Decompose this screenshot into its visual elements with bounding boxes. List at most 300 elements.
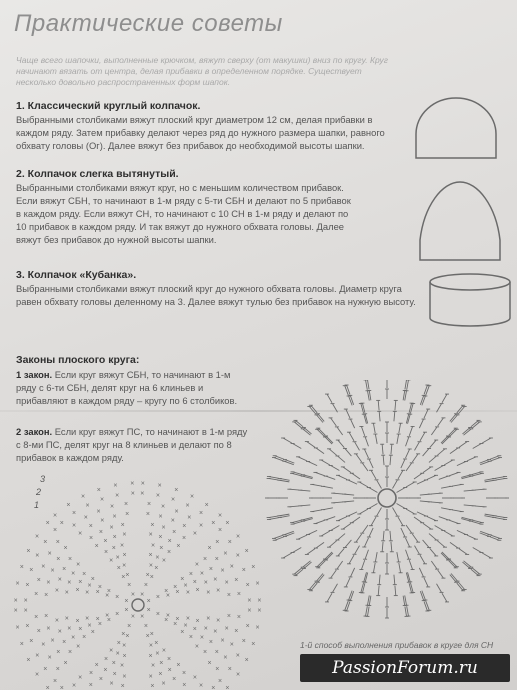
center-ring <box>378 489 396 507</box>
stitch-mark <box>343 467 351 473</box>
stitch-mark <box>473 548 482 553</box>
stitch-mark: × <box>183 622 188 630</box>
stitch-mark <box>427 475 436 479</box>
stitch-mark: × <box>87 622 92 630</box>
stitch-mark: × <box>50 637 55 645</box>
stitch-mark <box>379 411 380 421</box>
stitch-mark: × <box>227 539 232 547</box>
stitch-mark: × <box>122 652 127 660</box>
stitch-mark <box>450 448 458 454</box>
stitch-mark: × <box>46 579 51 587</box>
stitch-mark: × <box>143 622 149 630</box>
stitch-mark: × <box>182 681 187 689</box>
stitch-mark <box>355 442 360 451</box>
stitch-mark <box>391 542 392 552</box>
stitch-mark <box>327 593 332 602</box>
stitch-mark <box>430 548 436 556</box>
stitch-mark <box>338 440 344 448</box>
law-2-label: 2 закон. <box>16 426 53 437</box>
stitch-mark <box>352 473 360 479</box>
stitch-mark: × <box>257 597 262 605</box>
stitch-mark <box>369 596 371 606</box>
stitch-mark: × <box>211 685 216 690</box>
stitch-mark: × <box>81 493 86 501</box>
stitch-mark <box>377 480 382 489</box>
stitch-mark <box>459 549 467 555</box>
section-2-heading: 2. Колпачок слегка вытянутый. <box>16 168 179 180</box>
stitch-mark <box>431 427 437 435</box>
stitch-mark: × <box>116 640 121 648</box>
stitch-mark: × <box>226 592 232 600</box>
stitch-mark <box>364 449 368 458</box>
stitch-mark <box>355 546 360 555</box>
kubanka-shape <box>424 270 516 332</box>
stitch-mark <box>345 540 351 548</box>
stitch-mark <box>378 400 379 410</box>
stitch-mark: × <box>236 671 241 679</box>
stitch-mark <box>343 523 351 529</box>
stitch-mark: × <box>121 631 126 639</box>
stitch-mark <box>350 395 353 404</box>
stitch-mark: × <box>192 674 197 682</box>
stitch-mark <box>348 512 357 516</box>
stitch-mark <box>383 455 384 465</box>
stitch-mark <box>284 461 293 464</box>
stitch-mark: × <box>155 610 160 618</box>
stitch-mark <box>390 455 391 465</box>
stitch-mark <box>406 437 409 446</box>
stitch-mark: × <box>71 522 77 530</box>
stitch-mark <box>414 473 422 479</box>
stitch-mark <box>398 470 403 479</box>
stitch-mark: × <box>63 545 68 553</box>
stitch-mark: × <box>45 519 50 527</box>
stitch-mark <box>407 606 409 616</box>
stitch-mark <box>395 586 396 596</box>
stitch-mark <box>480 533 489 537</box>
row-label-3: 3 <box>40 474 46 484</box>
stitch-mark: × <box>143 582 149 590</box>
stitch-mark: × <box>78 626 83 634</box>
stitch-mark: × <box>85 502 90 510</box>
stitch-mark: × <box>109 557 114 565</box>
law-2-text: Если круг вяжут ПС, то начинают в 1-м ряду с 8-ми ПС, делят круг на 8 клиньев и делают по 8 прибавок в каждом ряду. <box>16 426 248 463</box>
stitch-mark: × <box>151 662 156 670</box>
stitch-mark: × <box>173 583 178 591</box>
stitch-mark <box>382 444 383 454</box>
stitch-mark: × <box>213 628 218 636</box>
stitch-mark <box>399 423 401 433</box>
stitch-mark <box>417 512 426 516</box>
stitch-mark: × <box>176 543 181 551</box>
stitch-mark <box>409 426 412 435</box>
stitch-mark <box>371 470 376 479</box>
stitch-mark: × <box>29 566 34 574</box>
stitch-mark <box>482 553 491 558</box>
stitch-mark: × <box>111 659 116 667</box>
stitch-mark: × <box>255 580 260 588</box>
stitch-mark: × <box>247 597 252 605</box>
stitch-mark: × <box>78 674 83 682</box>
stitch-mark: × <box>194 561 199 569</box>
stitch-mark: × <box>140 490 145 498</box>
stitch-mark: × <box>175 615 180 623</box>
stitch-mark: × <box>150 521 155 529</box>
stitch-mark: × <box>161 524 166 532</box>
stitch-mark: × <box>89 534 94 542</box>
stitch-mark: × <box>199 522 204 530</box>
stitch-mark: × <box>85 615 90 623</box>
stitch-mark: × <box>122 642 127 650</box>
stitch-mark <box>423 540 429 548</box>
stitch-mark <box>338 475 347 479</box>
stitch-mark: × <box>218 678 223 686</box>
stitch-mark: × <box>235 652 240 660</box>
stitch-mark <box>394 411 395 421</box>
stitch-mark <box>329 449 337 455</box>
stitch-mark: × <box>100 517 105 525</box>
stitch-mark: × <box>59 685 64 690</box>
stitch-mark <box>362 525 368 533</box>
stitch-mark: × <box>109 503 115 511</box>
stitch-mark: × <box>41 641 46 649</box>
stitch-mark <box>349 396 353 405</box>
stitch-mark <box>298 457 307 461</box>
stitch-mark <box>419 419 423 428</box>
stitch-mark: × <box>235 552 240 560</box>
stitch-mark: × <box>207 545 212 553</box>
stitch-mark <box>431 561 437 569</box>
stitch-mark: × <box>99 496 105 504</box>
stitch-mark: × <box>43 539 48 547</box>
stitch-mark <box>283 553 292 558</box>
stitch-mark: × <box>125 632 130 640</box>
stitch-mark: × <box>52 678 58 686</box>
stitch-mark: × <box>23 607 28 615</box>
stitch-mark <box>444 460 453 465</box>
stitch-mark: × <box>195 586 200 594</box>
stitch-mark: × <box>104 549 109 557</box>
stitch-mark <box>373 563 375 573</box>
law-1-label: 1 закон. <box>16 369 53 380</box>
stitch-mark <box>420 591 423 600</box>
stitch-mark: × <box>199 682 204 690</box>
stitch-mark <box>437 404 442 413</box>
stitch-mark: × <box>173 621 178 629</box>
stitch-mark <box>307 442 315 448</box>
stitch-mark: × <box>157 482 162 490</box>
stitch-mark: × <box>155 492 160 500</box>
stitch-mark: × <box>35 652 40 660</box>
stitch-mark <box>369 488 378 493</box>
stitch-mark <box>435 466 444 471</box>
stitch-mark: × <box>25 582 30 590</box>
stitch-mark: × <box>71 634 76 642</box>
stitch-mark: × <box>172 529 177 537</box>
stitch-mark: × <box>155 650 160 658</box>
stitch-mark: × <box>251 563 256 571</box>
stitch-mark: × <box>244 656 249 664</box>
stitch-mark: × <box>214 555 219 563</box>
stitch-mark: × <box>189 493 195 501</box>
stitch-mark: × <box>203 556 208 564</box>
stitch-mark <box>406 463 412 471</box>
stitch-mark: × <box>98 529 103 537</box>
stitch-mark: × <box>174 486 179 494</box>
stitch-mark: × <box>198 510 204 518</box>
stitch-mark: × <box>182 523 187 531</box>
stitch-mark <box>437 584 442 593</box>
stitch-mark <box>365 550 368 559</box>
stitch-mark: × <box>227 665 232 673</box>
stitch-mark: × <box>145 572 150 580</box>
stitch-mark <box>369 390 371 400</box>
watermark-text: PassionForum.ru <box>332 658 478 678</box>
stitch-mark <box>424 578 428 587</box>
stitch-mark: × <box>220 637 225 645</box>
stitch-mark: × <box>94 661 99 669</box>
stitch-mark <box>316 448 324 454</box>
stitch-mark: × <box>113 482 118 490</box>
stitch-mark: × <box>208 639 213 647</box>
stitch-mark <box>406 509 415 514</box>
stitch-mark: × <box>188 633 194 641</box>
stitch-mark: × <box>245 582 250 590</box>
stitch-mark: × <box>62 639 67 647</box>
stitch-mark <box>397 504 406 509</box>
stitch-mark: × <box>164 588 169 596</box>
stitch-mark <box>395 400 396 410</box>
stitch-mark: × <box>161 557 167 565</box>
stitch-mark <box>406 525 412 533</box>
stitch-mark: × <box>174 508 179 516</box>
stitch-mark: × <box>192 530 197 538</box>
stitch-mark <box>394 575 395 585</box>
stitch-mark: × <box>44 612 49 620</box>
stitch-mark: × <box>215 538 220 546</box>
stitch-mark <box>285 460 294 464</box>
stitch-mark: × <box>148 531 153 539</box>
stitch-mark: × <box>96 508 101 516</box>
stitch-mark <box>405 391 407 401</box>
stitch-mark <box>367 380 369 389</box>
stitch-mark: × <box>211 519 216 527</box>
stitch-mark: × <box>87 582 92 590</box>
stitch-mark: × <box>244 548 249 556</box>
stitch-mark: × <box>224 625 229 633</box>
stitch-mark <box>397 434 399 444</box>
round-cap-shape <box>406 94 506 164</box>
stitch-mark <box>422 591 426 600</box>
stitch-mark: × <box>90 576 95 584</box>
stitch-mark: × <box>236 533 241 541</box>
pointed-cap-shape <box>412 176 507 266</box>
diagram-caption: 1-й способ выполнения прибавок в круге для СН <box>300 640 494 650</box>
stitch-mark: × <box>115 610 120 618</box>
stitch-mark: × <box>119 662 125 670</box>
stitch-mark: × <box>67 625 72 633</box>
stitch-mark: × <box>146 597 151 605</box>
stitch-mark: × <box>47 654 52 662</box>
stitch-mark: × <box>44 592 49 600</box>
stitch-mark: × <box>75 618 80 626</box>
stitch-mark <box>338 516 347 520</box>
stitch-mark: × <box>106 616 111 624</box>
stitch-mark <box>361 426 364 435</box>
stitch-mark <box>321 531 330 536</box>
stitch-mark: × <box>34 533 40 541</box>
stitch-mark: × <box>64 615 69 623</box>
stitch-mark: × <box>204 501 209 509</box>
law-2-block <box>16 425 248 464</box>
stitch-mark: × <box>229 563 234 571</box>
stitch-mark <box>412 534 418 542</box>
stitch-mark: × <box>154 640 159 648</box>
stitch-mark: × <box>148 552 153 560</box>
stitch-mark: × <box>130 490 135 498</box>
stitch-mark: × <box>170 517 175 525</box>
stitch-mark: × <box>85 589 90 597</box>
stitch-mark: × <box>94 543 99 551</box>
stitch-mark: × <box>54 587 59 595</box>
stitch-mark <box>378 586 379 596</box>
stitch-mark <box>473 444 482 449</box>
stitch-mark <box>401 459 405 468</box>
section-3-text: Выбранными столбиками вяжут плоский круг до нужного обхвата головы. Диаметр круга равен обхвату головы деленному на 3. Далее вяжут тулью без прибавок на нужную высоту. <box>16 283 416 307</box>
stitch-mark <box>423 467 431 473</box>
stitch-mark <box>316 542 324 548</box>
stitch-mark <box>315 520 324 523</box>
stitch-mark: × <box>167 666 172 674</box>
stitch-mark <box>420 555 425 564</box>
stitch-mark <box>346 578 350 587</box>
stitch-mark: × <box>67 579 72 587</box>
stitch-mark: × <box>103 666 108 674</box>
stitch-mark <box>367 607 369 617</box>
stitch-mark: × <box>112 670 117 678</box>
stitch-mark: × <box>180 628 185 636</box>
stitch-mark <box>429 456 437 462</box>
stitch-mark: × <box>225 685 230 690</box>
stitch-mark: × <box>26 656 31 664</box>
section-1-text: Выбранными столбиками вяжут плоский круг диаметром 12 см, делая прибавки в каждом ряду. Затем прибавку делают через ряд до нужного размера шапки, равного обхвату головы (Ог). Далее вяжут без прибавок до необходимой высоты шапки. <box>16 114 385 151</box>
stitch-mark: × <box>34 613 39 621</box>
stitch-mark <box>359 509 368 514</box>
stitch-mark <box>350 591 353 600</box>
stitch-mark: × <box>109 524 114 532</box>
stitch-mark <box>393 480 398 489</box>
stitch-mark <box>415 442 420 451</box>
stitch-mark: × <box>122 673 127 681</box>
stitch-mark: × <box>125 511 130 519</box>
stitch-mark <box>459 442 467 448</box>
stitch-mark: × <box>185 615 190 623</box>
stitch-mark: × <box>36 576 41 584</box>
stitch-mark: × <box>105 592 110 600</box>
stitch-mark <box>337 534 345 540</box>
stitch-mark <box>337 456 345 462</box>
stitch-mark: × <box>125 572 130 580</box>
stitch-mark <box>349 555 354 564</box>
stitch-mark <box>293 548 302 553</box>
stitch-mark: × <box>206 589 211 597</box>
stitch-mark: × <box>130 591 136 599</box>
stitch-mark <box>379 575 380 585</box>
stitch-mark: × <box>56 649 61 657</box>
stitch-mark <box>457 461 466 465</box>
stitch-mark <box>308 530 317 534</box>
stitch-mark: × <box>161 647 167 655</box>
stitch-mark: × <box>29 638 34 646</box>
stitch-mark: × <box>83 514 88 522</box>
stitch-mark: × <box>15 624 20 632</box>
stitch-mark <box>315 472 324 475</box>
stitch-mark <box>420 432 425 441</box>
stitch-mark: × <box>216 617 221 625</box>
stitch-mark: × <box>236 613 241 621</box>
stitch-mark: × <box>161 503 166 511</box>
stitch-mark <box>307 549 315 555</box>
stitch-mark: × <box>90 628 95 636</box>
stitch-mark: × <box>124 501 129 509</box>
stitch-mark <box>414 517 422 523</box>
stitch-mark <box>437 449 445 455</box>
stitch-mark <box>345 448 351 456</box>
stitch-mark: × <box>166 655 172 663</box>
stitch-mark <box>407 380 409 390</box>
stitch-mark: × <box>218 526 223 534</box>
stitch-mark: × <box>224 579 229 587</box>
stitch-mark: × <box>164 616 169 624</box>
stitch-mark: × <box>176 661 181 669</box>
center-ring <box>132 599 144 611</box>
section-3-heading: 3. Колпачок «Кубанка». <box>16 269 137 281</box>
stitch-mark: × <box>145 511 150 519</box>
stitch-mark: × <box>13 597 18 605</box>
stitch-mark: × <box>234 576 239 584</box>
stitch-mark <box>437 541 445 547</box>
stitch-mark: × <box>25 622 30 630</box>
stitch-mark <box>362 463 368 471</box>
stitch-mark: × <box>155 554 160 562</box>
stitch-mark: × <box>115 554 120 562</box>
stitch-mark <box>427 516 436 520</box>
stitch-mark <box>397 552 399 562</box>
stitch-mark <box>429 534 437 540</box>
stitch-mark <box>405 449 409 458</box>
stitch-mark <box>337 561 343 569</box>
stitch-mark: × <box>255 624 260 632</box>
stitch-mark: × <box>96 486 101 494</box>
stitch-mark: × <box>59 519 64 527</box>
stitch-mark: × <box>171 496 176 504</box>
stitch-mark: × <box>115 594 120 602</box>
stitch-mark <box>405 538 409 547</box>
stitch-mark: × <box>57 628 62 636</box>
stitch-mark: × <box>15 580 20 588</box>
stitch-mark <box>367 595 369 605</box>
stitch-mark: × <box>148 652 153 660</box>
stitch-mark: × <box>47 550 52 558</box>
stitch-mark: × <box>82 571 87 579</box>
stitch-mark: × <box>109 647 114 655</box>
stitch-mark: × <box>192 626 197 634</box>
stitch-mark: × <box>158 670 163 678</box>
stitch-mark: × <box>207 659 212 667</box>
stitch-mark <box>419 568 423 577</box>
stitch-mark <box>321 460 330 465</box>
stitch-mark <box>369 459 373 468</box>
